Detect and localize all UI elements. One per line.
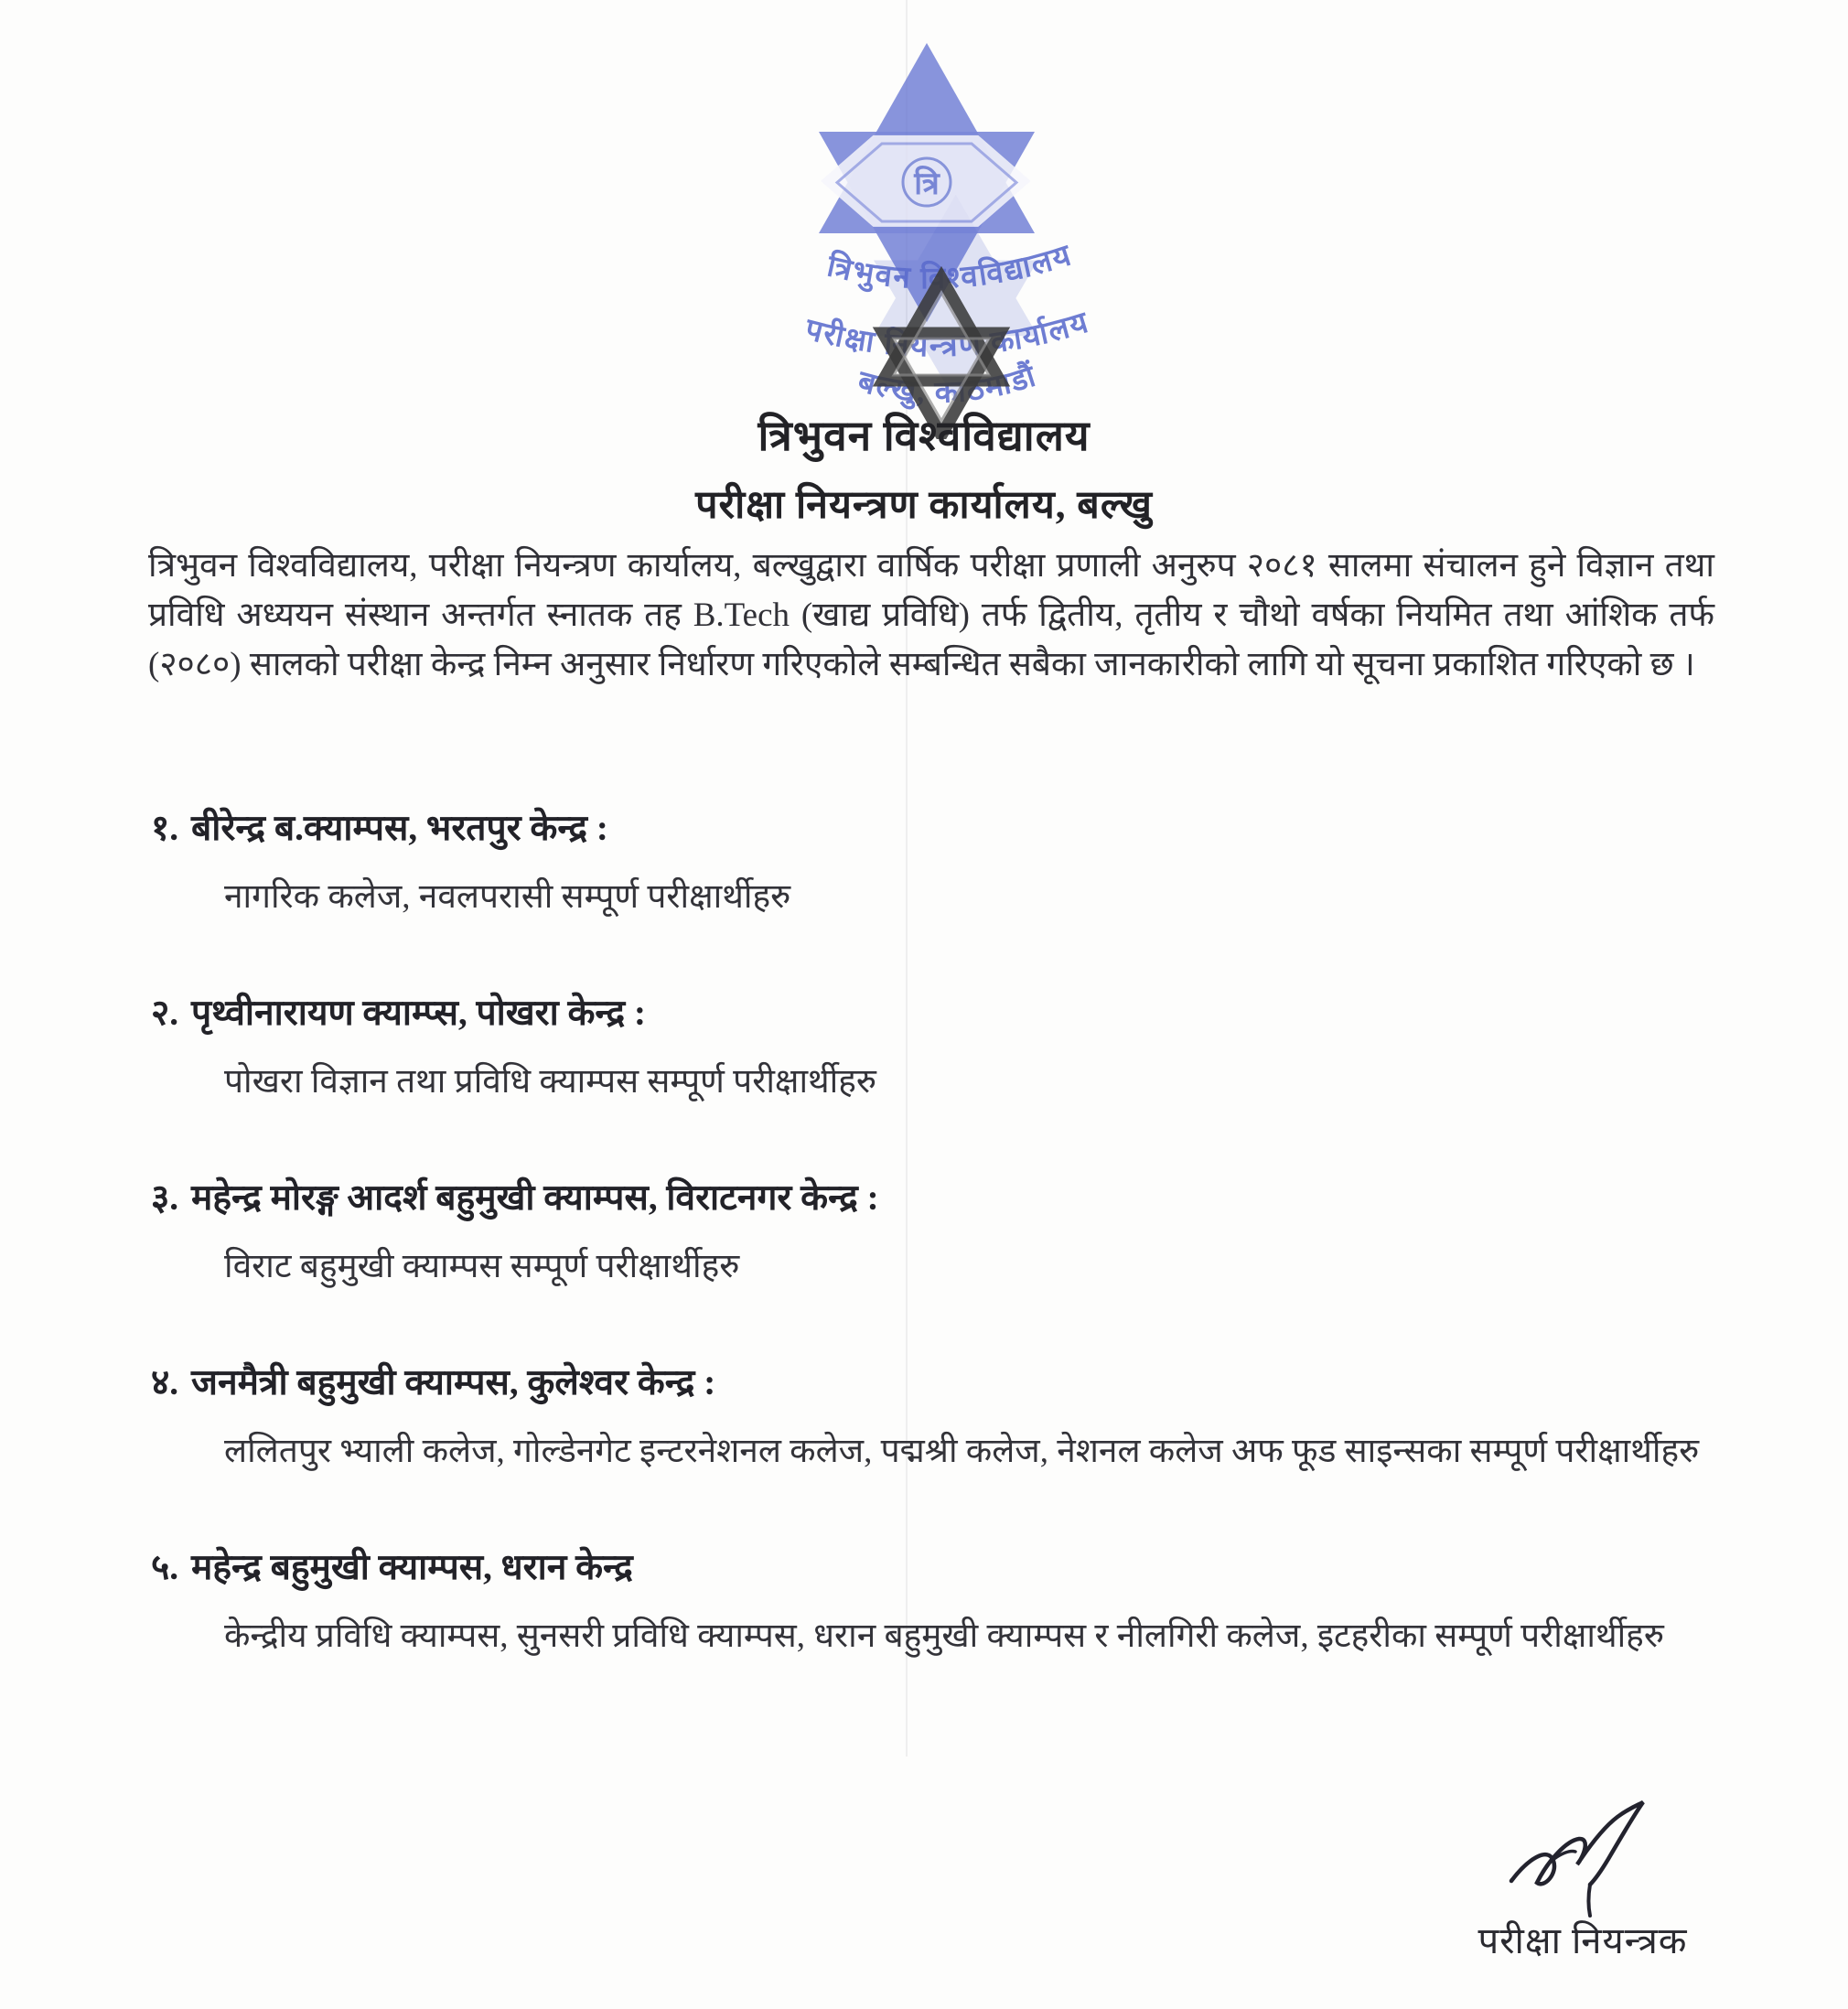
center-heading: महेन्द्र बहुमुखी क्याम्पस, धरान केन्द्र [191, 1548, 633, 1587]
center-detail: केन्द्रीय प्रविधि क्याम्पस, सुनसरी प्रविधि क्याम्पस, धरान बहुमुखी क्याम्पस र नीलगिरी कलेज, इटहरीका सम्पूर्ण परीक्षार्थीहरु [224, 1617, 1664, 1655]
item-number: ३. [151, 1178, 179, 1218]
center-detail: पोखरा विज्ञान तथा प्रविधि क्याम्पस सम्पूर्ण परीक्षार्थीहरु [224, 1063, 877, 1101]
center-detail: ललितपुर भ्याली कलेज, गोल्डेनगेट इन्टरनेशनल कलेज, पद्मश्री कलेज, नेशनल कलेज अफ फूड साइन्सका सम्पूर्ण परीक्षार्थीहरु [224, 1433, 1700, 1470]
signature-block [1391, 1793, 1775, 1964]
stamp-arc-line-1: त्रिभुवन विश्वविद्यालय [823, 238, 1077, 296]
exam-centers-list [151, 807, 1724, 1731]
center-heading-row [151, 807, 1724, 851]
center-heading-row [151, 1546, 1724, 1590]
center-detail: विराट बहुमुखी क्याम्पस सम्पूर्ण परीक्षार्थीहरु [224, 1248, 740, 1285]
letterhead [0, 406, 1848, 530]
stamp-arc-line-3: बल्खु, काठमाडौं [854, 360, 1041, 411]
center-detail: नागरिक कलेज, नवलपरासी सम्पूर्ण परीक्षार्थीहरु [224, 878, 791, 916]
center-heading: पृथ्वीनारायण क्याम्प्स, पोखरा केन्द्र : [191, 994, 646, 1033]
university-stamp-graphic [677, 27, 1208, 439]
list-item-center-3 [151, 1176, 1724, 1294]
signatory-title: परीक्षा नियन्त्रक [1477, 1920, 1688, 1961]
item-number: ५. [151, 1548, 179, 1587]
stamp-arc-line-2: परीक्षा नियन्त्रण कार्यालय [801, 306, 1094, 364]
center-heading-row [151, 992, 1724, 1036]
university-title: त्रिभुवन विश्वविद्यालय [757, 413, 1091, 459]
item-number: ४. [151, 1363, 179, 1402]
center-heading: महेन्द्र मोरङ्ग आदर्श बहुमुखी क्याम्पस, विराटनगर केन्द्र : [191, 1178, 879, 1218]
list-item-center-1 [151, 807, 1724, 924]
center-heading-row [151, 1361, 1724, 1405]
stamp-and-emblem-area [677, 27, 1208, 439]
office-subtitle: परीक्षा नियन्त्रण कार्यालय, बल्खु [695, 484, 1153, 527]
notice-intro-paragraph: त्रिभुवन विश्वविद्यालय, परीक्षा नियन्त्रण कार्यालय, बल्खुद्वारा वार्षिक परीक्षा प्रणाली अनुरुप २०८१ सालमा संचालन हुने विज्ञान तथा प्रविधि अध्ययन संस्थान अन्तर्गत स्नातक तह B.Tech (खाद्य प्रविधि) तर्फ द्वितीय, तृतीय र चौथो वर्षका नियमित तथा आंशिक तर्फ (२०८०) सालको परीक्षा केन्द्र निम्न अनुसार निर्धारण गरिएकोले सम्बन्धित सबैका जानकारीको लागि यो सूचना प्रकाशित गरिएको छ । [148, 547, 1714, 683]
item-number: १. [151, 809, 179, 848]
handwritten-signature-icon [1500, 1793, 1711, 1921]
list-item-center-5 [151, 1546, 1724, 1663]
list-item-center-4 [151, 1361, 1724, 1478]
item-number: २. [151, 994, 179, 1033]
center-heading: बीरेन्द्र ब.क्याम्पस, भरतपुर केन्द्र : [191, 809, 608, 848]
list-item-center-2 [151, 992, 1724, 1109]
center-heading-row [151, 1176, 1724, 1220]
center-heading: जनमैत्री बहुमुखी क्याम्पस, कुलेश्वर केन्द्र : [191, 1363, 716, 1402]
stamp-center-glyph: त्रि [914, 167, 940, 201]
